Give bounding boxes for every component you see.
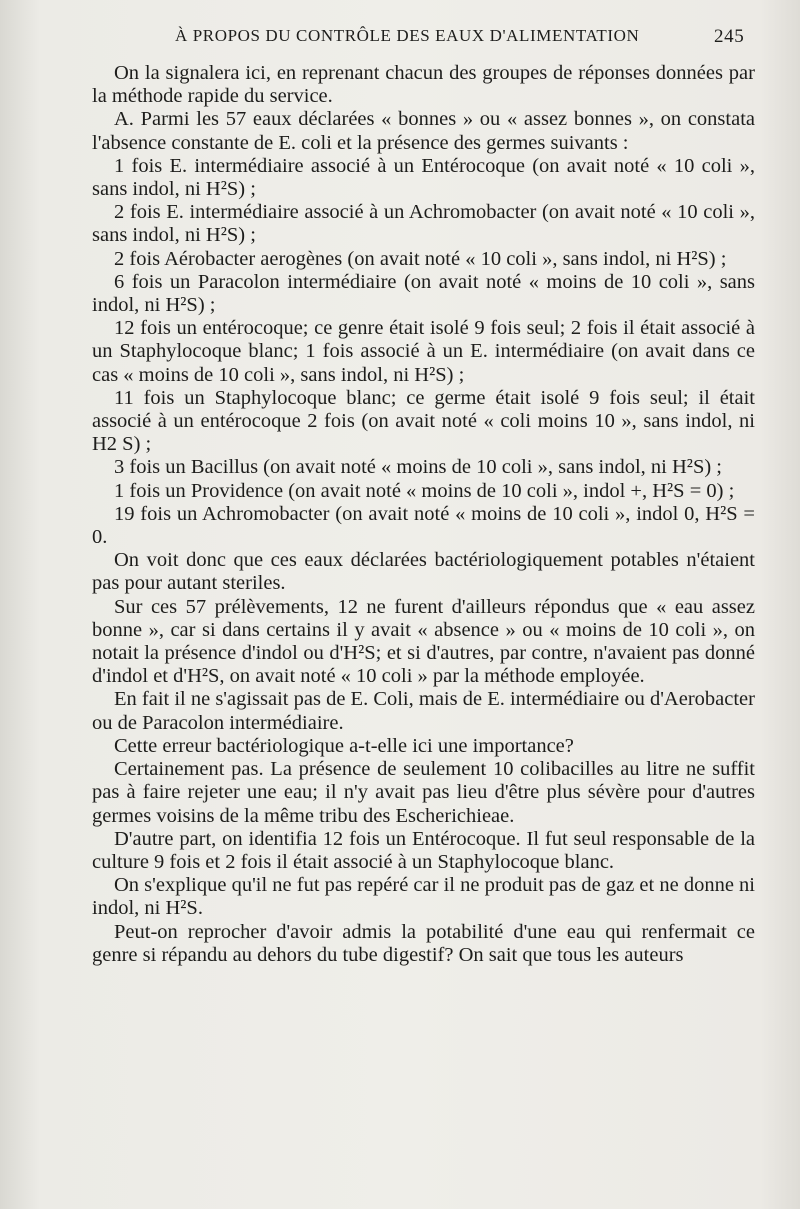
list-item: 12 fois un entérocoque; ce genre était isolé 9 fois seul; 2 fois il était associé à un Staphylocoque blanc; 1 fois associé à un E. intermédiaire (on avait dans ce cas « moins de 10 coli », sans indol, ni H²S) ; bbox=[92, 317, 755, 386]
paragraph: Cette erreur bactériologique a-t-elle ici une importance? bbox=[114, 734, 574, 757]
paragraph: On la signalera ici, en reprenant chacun des groupes de réponses données par la méthode rapide du service. bbox=[92, 62, 755, 108]
list-item: 2 fois Aérobacter aerogènes (on avait noté « 10 coli », sans indol, ni H²S) ; bbox=[114, 247, 727, 270]
paragraph: On s'explique qu'il ne fut pas repéré car il ne produit pas de gaz et ne donne ni indol, ni H²S. bbox=[92, 874, 755, 920]
paragraph: Certainement pas. La présence de seulement 10 colibacilles au litre ne suffit pas à faire rejeter une eau; il n'y avait pas lieu d'être plus sévère pour d'autres germes voisins de la même tribu des Escherichieae. bbox=[92, 758, 755, 827]
list-item: 3 fois un Bacillus (on avait noté « moins de 10 coli », sans indol, ni H²S) ; bbox=[114, 456, 722, 479]
paragraph: Sur ces 57 prélèvements, 12 ne furent d'ailleurs répondus que « eau assez bonne », car si dans certains il y avait « absence » ou « moins de 10 coli », on notait la présence d'indol ou d'H²S; et si d'autres, par contre, n'avaient pas donné d'indol et d'H²S, on avait noté « 10 coli » par la méthode employée. bbox=[92, 595, 755, 688]
paragraph: D'autre part, on identifia 12 fois un Entérocoque. Il fut seul responsable de la culture 9 fois et 2 fois il était associé à un Staphylocoque blanc. bbox=[92, 827, 755, 873]
paragraph: Peut-on reprocher d'avoir admis la potabilité d'une eau qui renfermait ce genre si répandu au dehors du tube digestif? On sait que tous les auteurs bbox=[92, 920, 755, 966]
list-item: 1 fois E. intermédiaire associé à un Entérocoque (on avait noté « 10 coli », sans indol, ni H²S) ; bbox=[92, 154, 755, 201]
list-item: 6 fois un Paracolon intermédiaire (on avait noté « moins de 10 coli », sans indol, ni H²S) ; bbox=[92, 270, 755, 317]
paragraph: A. Parmi les 57 eaux déclarées « bonnes » ou « assez bonnes », on constata l'absence constante de E. coli et la présence des germes suivants : bbox=[92, 108, 755, 154]
list-item: 11 fois un Staphylocoque blanc; ce germe était isolé 9 fois seul; il était associé à un entérocoque 2 fois (on avait noté « coli moins 10 », sans indol, ni H2 S) ; bbox=[92, 386, 755, 456]
page-number: 245 bbox=[714, 26, 745, 47]
running-title: À PROPOS DU CONTRÔLE DES EAUX D'ALIMENTATION bbox=[175, 26, 640, 45]
list-item: 19 fois un Achromobacter (on avait noté « moins de 10 coli », indol 0, H²S = 0. bbox=[92, 502, 755, 549]
body-text bbox=[92, 62, 755, 967]
list-item: 2 fois E. intermédiaire associé à un Achromobacter (on avait noté « 10 coli », sans indol, ni H²S) ; bbox=[92, 201, 755, 247]
paragraph: En fait il ne s'agissait pas de E. Coli, mais de E. intermédiaire ou d'Aerobacter ou de Paracolon intermédiaire. bbox=[92, 688, 755, 734]
paragraph: On voit donc que ces eaux déclarées bactériologiquement potables n'étaient pas pour autant steriles. bbox=[92, 549, 755, 595]
list-item: 1 fois un Providence (on avait noté « moins de 10 coli », indol +, H²S = 0) ; bbox=[114, 479, 735, 502]
running-header bbox=[0, 24, 800, 52]
